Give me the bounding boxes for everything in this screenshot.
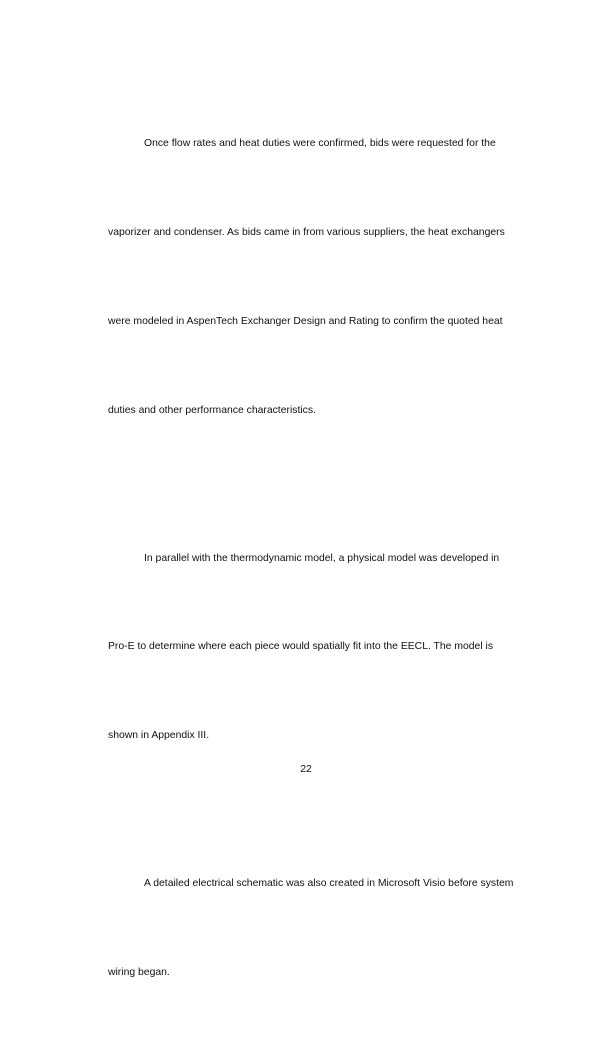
text-line: were modeled in AspenTech Exchanger Design and Rating to confirm the quoted heat (108, 315, 503, 327)
text-line: Pro-E to determine where each piece would spatially fit into the EECL. The model is (108, 641, 494, 653)
paragraph-electrical-schematic (108, 810, 538, 1047)
text-line: shown in Appendix III. (108, 730, 210, 742)
paragraph-physical-model (108, 484, 538, 810)
text-line: vaporizer and condenser. As bids came in from various suppliers, the heat exchangers (108, 226, 505, 238)
text-line: duties and other performance characteristics. (108, 404, 316, 416)
paragraph-flow-rates (108, 70, 538, 484)
body-text (108, 70, 538, 1047)
text-line: In parallel with the thermodynamic model, a physical model was developed in (144, 552, 500, 564)
text-line: A detailed electrical schematic was also created in Microsoft Visio before system (144, 878, 514, 890)
page-number: 22 (300, 764, 312, 775)
text-line: wiring began. (108, 966, 170, 978)
text-line: Once flow rates and heat duties were confirmed, bids were requested for the (144, 138, 496, 150)
